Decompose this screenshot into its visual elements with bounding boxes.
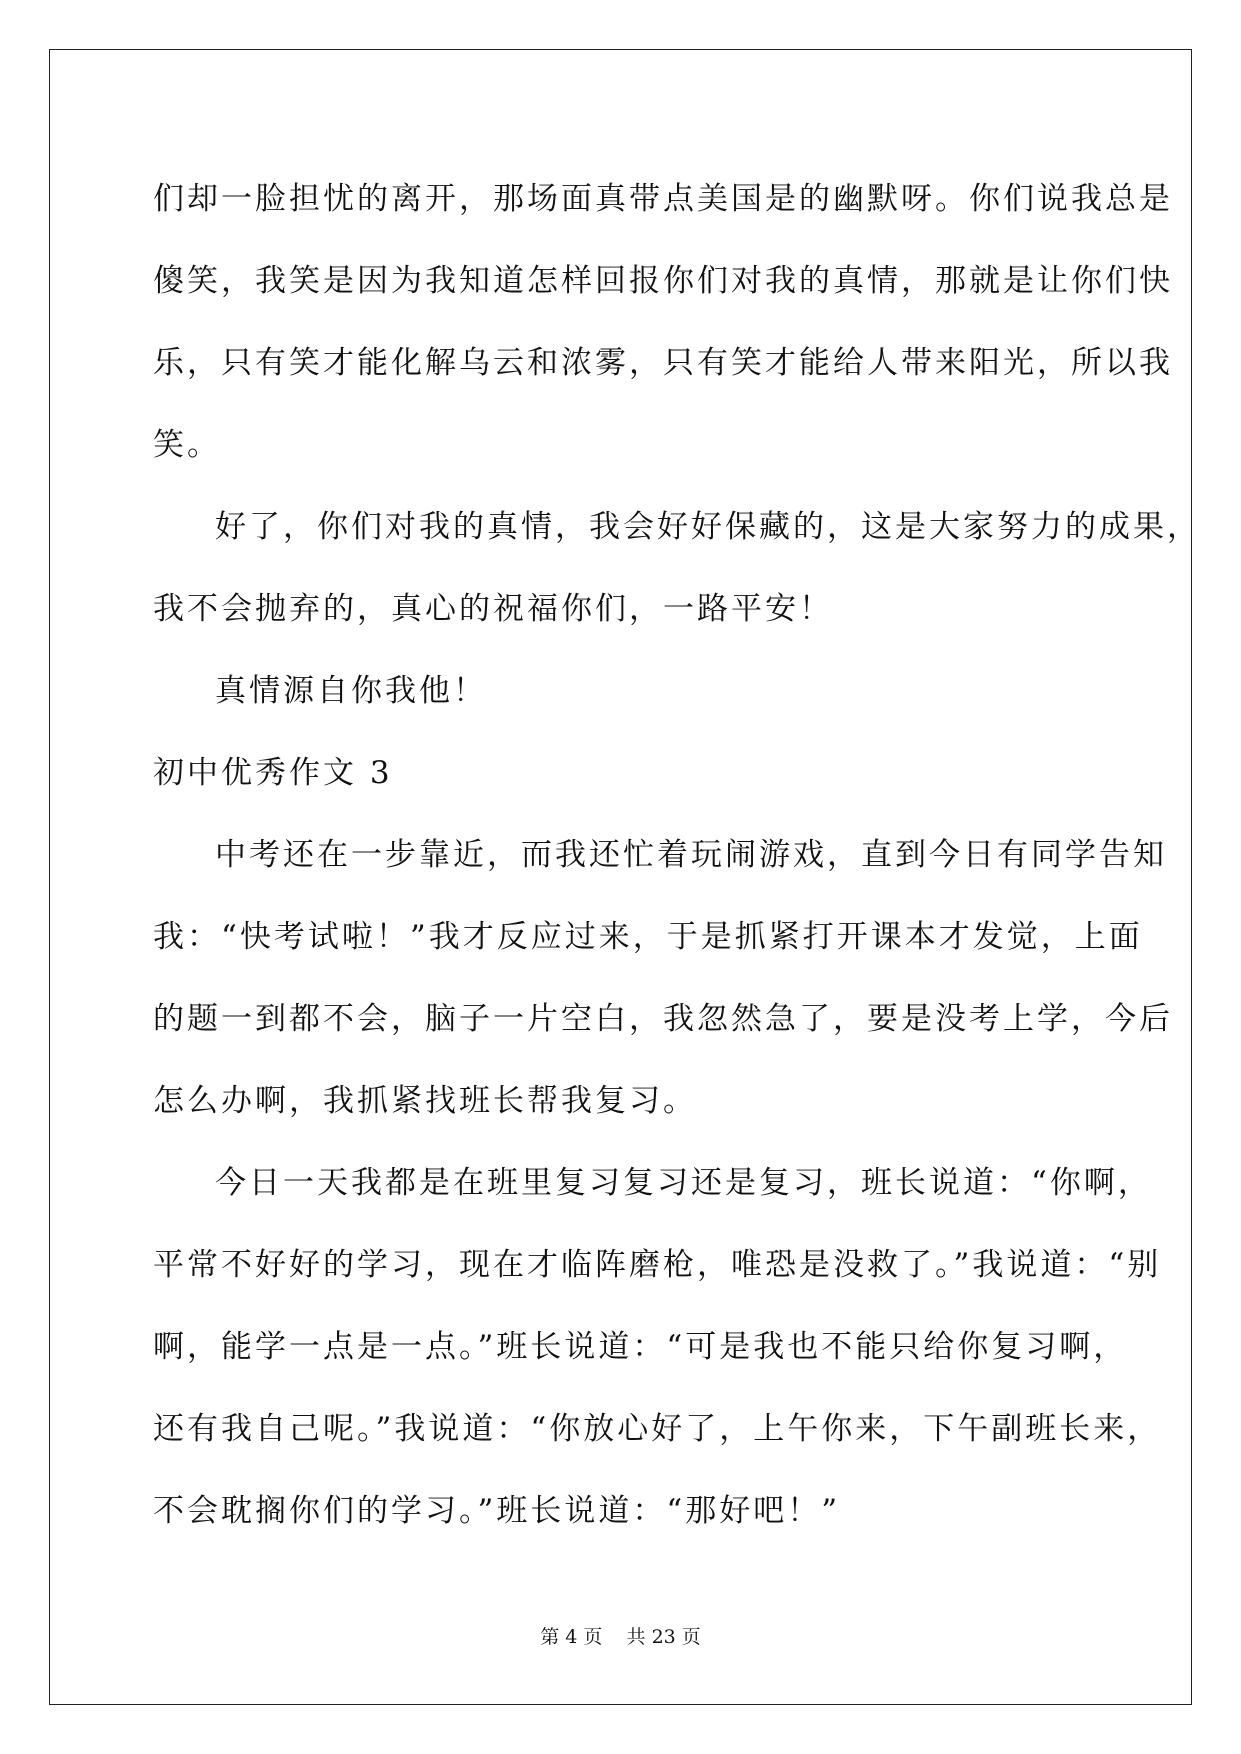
- text-line: 的题一到都不会，脑子一片空白，我忽然急了，要是没考上学，今后: [153, 1001, 1173, 1037]
- paragraph-first-line: 中考还在一步靠近，而我还忙着玩闹游戏，直到今日有同学告知: [215, 837, 1167, 873]
- text-line: 不会耽搁你们的学习。”班长说道：“那好吧！”: [153, 1493, 841, 1529]
- text-line: 我不会抛弃的，真心的祝福你们，一路平安！: [153, 591, 833, 627]
- text-line: 啊，能学一点是一点。”班长说道：“可是我也不能只给你复习啊，: [153, 1329, 1128, 1365]
- paragraph-first-line: 好了，你们对我的真情，我会好好保藏的，这是大家努力的成果，: [215, 509, 1201, 545]
- text-line: 我：“快考试啦！”我才反应过来，于是抓紧打开课本才发觉，上面: [153, 919, 1143, 955]
- text-line: 们却一脸担忧的离开，那场面真带点美国是的幽默呀。你们说我总是: [153, 181, 1173, 217]
- text-line: 还有我自己呢。”我说道：“你放心好了，上午你来，下午副班长来，: [153, 1411, 1162, 1447]
- text-line: 傻笑，我笑是因为我知道怎样回报你们对我的真情，那就是让你们快: [153, 263, 1173, 299]
- page-footer: 第 4 页 共 23 页: [540, 1626, 701, 1648]
- paragraph-first-line: 今日一天我都是在班里复习复习还是复习，班长说道：“你啊，: [215, 1165, 1152, 1201]
- section-heading: 初中优秀作文 3: [153, 755, 393, 791]
- text-line: 乐，只有笑才能化解乌云和浓雾，只有笑才能给人带来阳光，所以我: [153, 345, 1173, 381]
- text-line: 怎么办啊，我抓紧找班长帮我复习。: [153, 1083, 697, 1119]
- document-body: [153, 158, 1201, 1552]
- text-line: 平常不好好的学习，现在才临阵磨枪，唯恐是没救了。”我说道：“别: [153, 1247, 1162, 1283]
- paragraph-first-line: 真情源自你我他！: [215, 673, 487, 709]
- text-line: 笑。: [153, 427, 221, 463]
